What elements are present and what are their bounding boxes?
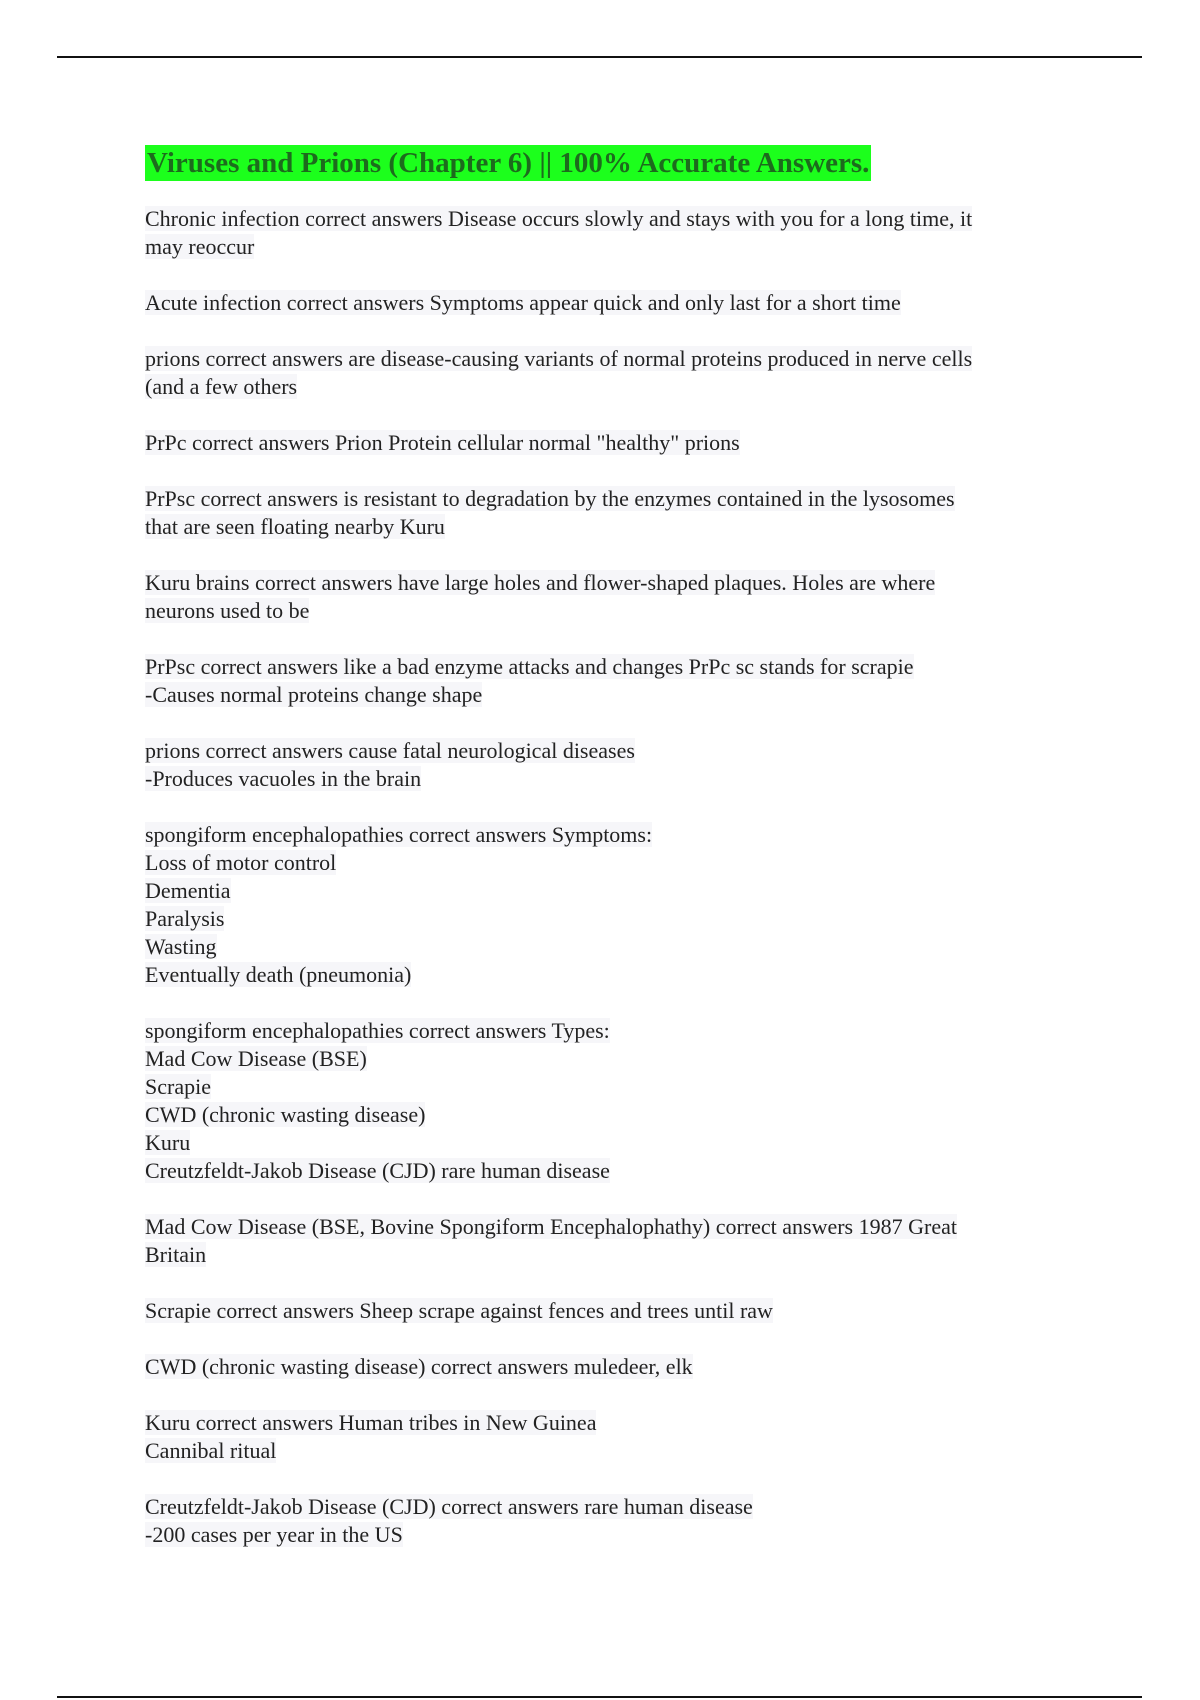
entry-line [145, 597, 1085, 625]
entry-line [145, 1409, 1085, 1437]
entry-line-text: Loss of motor control [145, 850, 337, 875]
entry-line [145, 933, 1085, 961]
entry-line-text: Wasting [145, 934, 217, 959]
qa-entry [145, 205, 1085, 261]
entry-line-text: spongiform encephalopathies correct answers Types: [145, 1018, 610, 1043]
entry-line [145, 1353, 1085, 1381]
entry-line [145, 737, 1085, 765]
qa-entry [145, 485, 1085, 541]
entry-line-text: PrPsc correct answers like a bad enzyme attacks and changes PrPc sc stands for scrapie [145, 654, 914, 679]
qa-entry [145, 1409, 1085, 1465]
entry-line-text: Britain [145, 1242, 207, 1267]
entry-line-text: -Produces vacuoles in the brain [145, 766, 422, 791]
entry-line-text: may reoccur [145, 234, 255, 259]
entry-line [145, 877, 1085, 905]
entry-line-text: spongiform encephalopathies correct answers Symptoms: [145, 822, 653, 847]
entry-line [145, 1045, 1085, 1073]
entry-line [145, 1129, 1085, 1157]
entry-line [145, 1213, 1085, 1241]
entry-line-text: Mad Cow Disease (BSE, Bovine Spongiform Encephalophathy) correct answers 1987 Great [145, 1214, 957, 1239]
entry-line-text: -200 cases per year in the US [145, 1522, 403, 1547]
entry-line [145, 205, 1085, 233]
qa-entry [145, 1297, 1085, 1325]
entry-line [145, 373, 1085, 401]
entry-line [145, 233, 1085, 261]
entry-line-text: PrPsc correct answers is resistant to degradation by the enzymes contained in the lysosomes [145, 486, 955, 511]
entry-line [145, 345, 1085, 373]
entry-line-text: neurons used to be [145, 598, 310, 623]
entry-line-text: CWD (chronic wasting disease) correct answers muledeer, elk [145, 1354, 693, 1379]
qa-entry [145, 569, 1085, 625]
entry-line-text: Cannibal ritual [145, 1438, 277, 1463]
entry-line [145, 1241, 1085, 1269]
entry-line-text: prions correct answers cause fatal neurological diseases [145, 738, 635, 763]
entry-line-text: Dementia [145, 878, 231, 903]
entry-line-text: Scrapie [145, 1074, 211, 1099]
entry-line-text: PrPc correct answers Prion Protein cellular normal "healthy" prions [145, 430, 740, 455]
entry-line-text: Paralysis [145, 906, 225, 931]
document-body [145, 145, 1085, 1577]
qa-entry [145, 737, 1085, 793]
entry-line-text: (and a few others [145, 374, 298, 399]
qa-entry [145, 821, 1085, 989]
entry-line-text: Scrapie correct answers Sheep scrape against fences and trees until raw [145, 1298, 773, 1323]
entry-line [145, 821, 1085, 849]
entry-line [145, 289, 1085, 317]
entry-line [145, 653, 1085, 681]
entry-line-text: Kuru brains correct answers have large holes and flower-shaped plaques. Holes are where [145, 570, 936, 595]
entry-line [145, 681, 1085, 709]
top-rule [57, 56, 1142, 58]
entry-line [145, 1101, 1085, 1129]
entry-line [145, 569, 1085, 597]
entries-list [145, 205, 1085, 1549]
page-title: Viruses and Prions (Chapter 6) || 100% Accurate Answers. [147, 147, 870, 179]
entry-line [145, 849, 1085, 877]
entry-line [145, 1521, 1085, 1549]
entry-line [145, 765, 1085, 793]
entry-line-text: CWD (chronic wasting disease) [145, 1102, 426, 1127]
entry-line-text: Kuru correct answers Human tribes in New Guinea [145, 1410, 597, 1435]
entry-line [145, 961, 1085, 989]
qa-entry [145, 1353, 1085, 1381]
entry-line-text: Kuru [145, 1130, 191, 1155]
entry-line [145, 1297, 1085, 1325]
entry-line [145, 513, 1085, 541]
qa-entry [145, 653, 1085, 709]
entry-line [145, 1073, 1085, 1101]
qa-entry [145, 345, 1085, 401]
entry-line [145, 429, 1085, 457]
entry-line-text: Creutzfeldt-Jakob Disease (CJD) correct answers rare human disease [145, 1494, 753, 1519]
entry-line [145, 485, 1085, 513]
entry-line-text: Creutzfeldt-Jakob Disease (CJD) rare human disease [145, 1158, 610, 1183]
entry-line [145, 1493, 1085, 1521]
entry-line [145, 1437, 1085, 1465]
entry-line-text: -Causes normal proteins change shape [145, 682, 483, 707]
qa-entry [145, 1493, 1085, 1549]
entry-line-text: prions correct answers are disease-causing variants of normal proteins produced in nerve cells [145, 346, 973, 371]
entry-line-text: Acute infection correct answers Symptoms appear quick and only last for a short time [145, 290, 901, 315]
entry-line [145, 905, 1085, 933]
entry-line-text: that are seen floating nearby Kuru [145, 514, 445, 539]
qa-entry [145, 289, 1085, 317]
qa-entry [145, 1017, 1085, 1185]
entry-line-text: Chronic infection correct answers Disease occurs slowly and stays with you for a long time, it [145, 206, 973, 231]
qa-entry [145, 1213, 1085, 1269]
entry-line [145, 1157, 1085, 1185]
entry-line-text: Mad Cow Disease (BSE) [145, 1046, 367, 1071]
bottom-rule [57, 1696, 1142, 1698]
entry-line-text: Eventually death (pneumonia) [145, 962, 412, 987]
qa-entry [145, 429, 1085, 457]
entry-line [145, 1017, 1085, 1045]
